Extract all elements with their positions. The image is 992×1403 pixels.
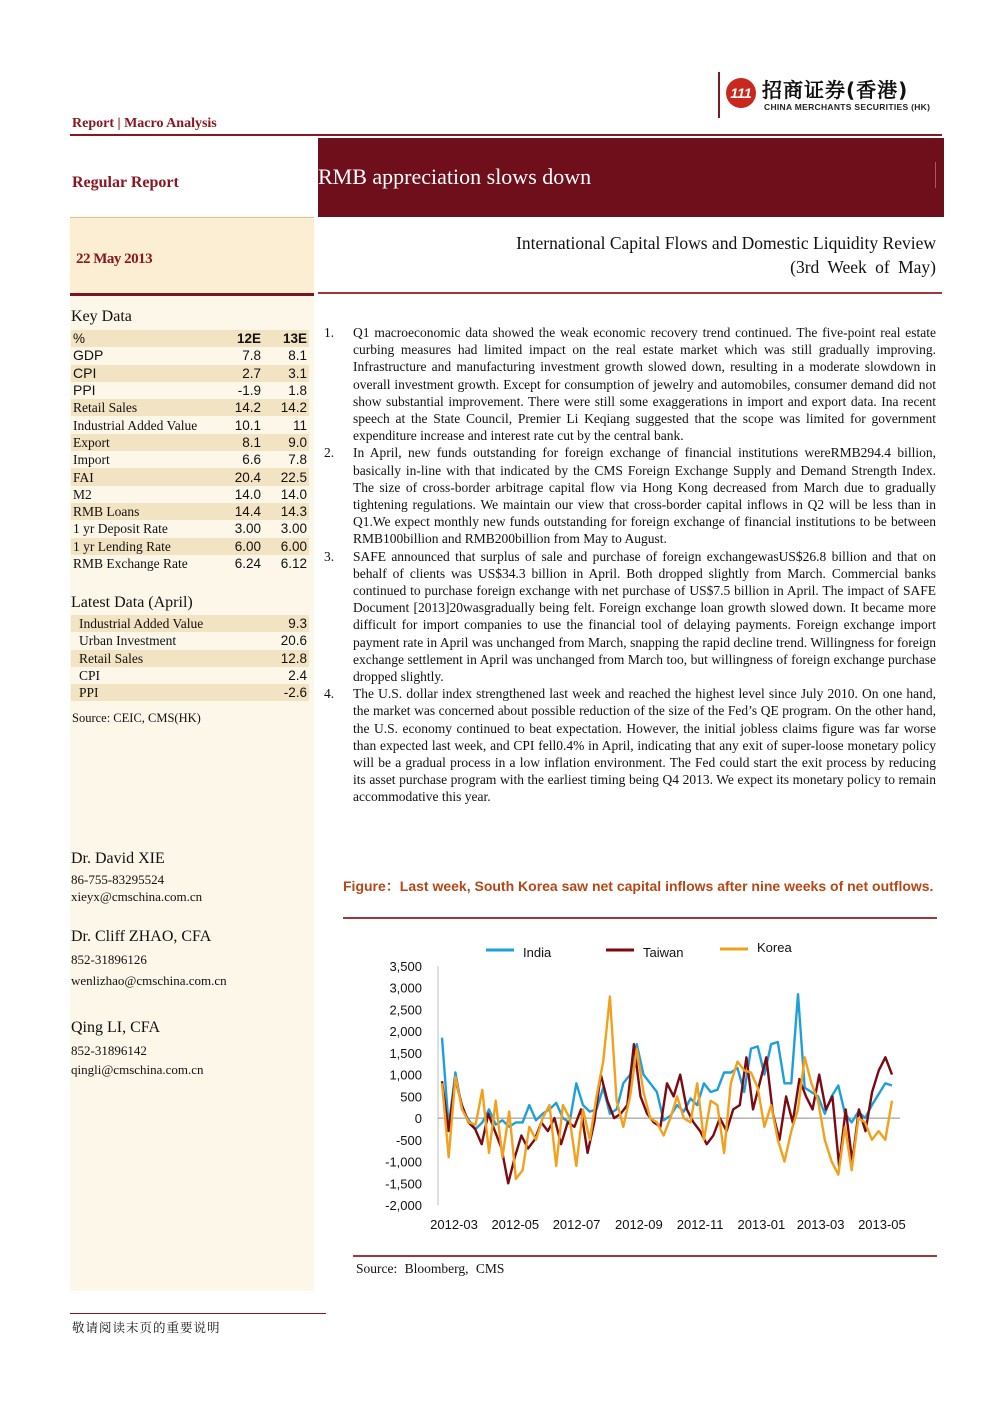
figure-bottom-rule (353, 1255, 937, 1257)
footer-rule (70, 1313, 326, 1314)
latest-data-table (71, 615, 309, 701)
value-13e: 6.12 (263, 555, 309, 572)
table-row (71, 650, 309, 667)
capital-flow-chart (360, 930, 940, 1250)
table-row (71, 451, 309, 468)
item-text: In April, new funds outstanding for foreign exchange of financial institutions wereRMB294.4 billion, basically in-line with that indicated by the CMS Foreign Exchange Supply and Demand Strength Index. The size of cross-border arbitrage capital flow via Hong Kong decreased from March due to gradually tightening regulations. We maintain our view that cross-border capital inflows in Q2 will be less than in Q1.We expect monthly new funds outstanding for foreign exchange of financial institutions to be between RMB100billion and RMB200billion from May to August. (353, 445, 936, 547)
list-item (324, 324, 936, 444)
analyst-email[interactable]: xieyx@cmschina.com.cn (71, 889, 203, 904)
figure-caption: Figure：Last week, South Korea saw net capital inflows after nine weeks of net outflows. (343, 878, 934, 894)
row-value: 9.3 (249, 615, 309, 632)
row-label: Retail Sales (71, 399, 215, 416)
legend-label: India (523, 945, 552, 960)
logo-chinese-name: 招商证券(香港) (762, 78, 909, 102)
footer-note: 敬请阅读末页的重要说明 (72, 1320, 221, 1335)
table-header-cell: 12E (215, 330, 263, 347)
y-tick-label: 3,000 (389, 980, 422, 996)
row-label: PPI (71, 684, 249, 701)
row-label: RMB Exchange Rate (71, 555, 215, 572)
table-row (71, 365, 309, 382)
table-row (71, 555, 309, 572)
value-12e: 7.8 (215, 347, 263, 364)
page-title: RMB appreciation slows down (318, 164, 592, 189)
body-list (324, 324, 936, 806)
value-12e: 6.24 (215, 555, 263, 572)
date-divider (70, 293, 314, 296)
chart-legend (486, 940, 792, 960)
report-date: 22 May 2013 (76, 251, 153, 267)
key-data-title: Key Data (71, 308, 132, 325)
table-row (71, 434, 309, 451)
x-tick-label: 2012-11 (676, 1217, 724, 1232)
table-row (71, 416, 309, 433)
table-row (71, 615, 309, 632)
value-13e: 7.8 (263, 451, 309, 468)
item-number: 1. (324, 325, 335, 340)
y-tick-label: -500 (395, 1132, 422, 1148)
value-13e: 9.0 (263, 434, 309, 451)
x-tick-label: 2012-05 (491, 1217, 540, 1232)
row-label: FAI (71, 468, 215, 485)
value-12e: 20.4 (215, 468, 263, 485)
row-value: -2.6 (249, 684, 309, 701)
analyst-name: Dr. Cliff ZHAO, CFA (71, 928, 212, 945)
y-tick-label: 1,500 (389, 1045, 422, 1061)
logo-bar (718, 72, 720, 118)
title-separator (935, 162, 936, 188)
value-12e: 3.00 (215, 520, 263, 537)
table-row (71, 684, 309, 701)
logo-badge-icon: 111 (726, 78, 756, 108)
y-tick-label: 500 (400, 1089, 422, 1105)
x-tick-label: 2012-09 (614, 1217, 663, 1232)
x-tick-label: 2013-03 (796, 1217, 845, 1232)
item-number: 2. (324, 445, 335, 461)
y-tick-label: -2,000 (385, 1198, 422, 1213)
table-row (71, 632, 309, 649)
table-row (71, 503, 309, 520)
value-13e: 1.8 (263, 382, 309, 399)
list-item (324, 548, 936, 686)
x-tick-label: 2013-05 (858, 1217, 906, 1232)
value-12e: 8.1 (215, 434, 263, 451)
row-value: 12.8 (249, 650, 309, 667)
list-item (324, 444, 936, 547)
subtitle-line1: International Capital Flows and Domestic Liquidity Review (516, 233, 936, 253)
table-header-row (71, 330, 309, 347)
x-axis (430, 1217, 906, 1232)
table-row (71, 486, 309, 503)
row-label: Retail Sales (71, 650, 249, 667)
table-row (71, 520, 309, 537)
report-type: Report | Macro Analysis (72, 116, 217, 131)
row-label: Import (71, 451, 215, 468)
row-label: CPI (71, 365, 215, 382)
row-label: Export (71, 434, 215, 451)
value-12e: 14.2 (215, 399, 263, 416)
table-row (71, 667, 309, 684)
value-12e: 6.6 (215, 451, 263, 468)
table-header-cell: 13E (263, 330, 309, 347)
latest-data-title: Latest Data (April) (71, 594, 193, 611)
value-13e: 11 (263, 416, 309, 433)
row-label: M2 (71, 486, 215, 503)
logo-english-name: CHINA MERCHANTS SECURITIES (HK) (764, 102, 931, 112)
legend-label: Korea (757, 940, 792, 955)
item-text: SAFE announced that surplus of sale and purchase of foreign exchangewasUS$26.8 billion and that on behalf of clients was US$34.3 billion in April. Both dropped slightly from March. Commercial banks continued to purchase foreign exchange with net purchase of US$7.5 billion in April. The impact of SAFE Document [2013]20wasgradually being felt. Foreign exchange loan growth slowed down. It became more difficult for import companies to use the financial tool of delaying payments. Foreign exchange import payment rate in April was unchanged from March, snapping the rapid decline trend. Willingness for foreign exchange settlement in April was unchanged from March too, but willingness of foreign exchange purchase dropped slightly. (353, 548, 936, 685)
key-data-table (71, 330, 309, 572)
x-tick-label: 2012-07 (552, 1217, 601, 1232)
value-12e: 2.7 (215, 365, 263, 382)
y-tick-label: -1,000 (385, 1154, 422, 1170)
table-row (71, 347, 309, 364)
row-label: RMB Loans (71, 503, 215, 520)
table-row (71, 538, 309, 555)
value-13e: 22.5 (263, 468, 309, 485)
y-tick-label: 2,500 (389, 1002, 422, 1018)
value-12e: 14.4 (215, 503, 263, 520)
company-logo (718, 72, 948, 118)
chart-lines (442, 994, 892, 1183)
header-divider (70, 134, 942, 136)
subtitle-line2: (3rd Week of May) (790, 257, 936, 277)
value-13e: 8.1 (263, 347, 309, 364)
y-tick-label: 2,000 (389, 1024, 422, 1040)
analyst-phone: 852-31896142 (71, 1043, 147, 1058)
value-13e: 14.0 (263, 486, 309, 503)
value-13e: 14.2 (263, 399, 309, 416)
analyst-phone: 86-755-83295524 (71, 872, 165, 887)
table-header-cell: % (71, 330, 215, 347)
analyst-name: Qing LI, CFA (71, 1019, 161, 1036)
row-label: GDP (71, 347, 215, 364)
row-label: Urban Investment (71, 632, 249, 649)
subtitle-divider (318, 292, 942, 294)
y-tick-label: -1,500 (385, 1176, 422, 1192)
row-label: 1 yr Deposit Rate (71, 520, 215, 537)
value-12e: -1.9 (215, 382, 263, 399)
figure-source: Source: Bloomberg, CMS (356, 1261, 505, 1276)
row-value: 2.4 (249, 667, 309, 684)
value-13e: 3.1 (263, 365, 309, 382)
y-tick-label: 0 (414, 1111, 422, 1127)
y-tick-label: 1,000 (389, 1067, 422, 1083)
value-12e: 14.0 (215, 486, 263, 503)
title-banner (318, 138, 944, 217)
analyst-email[interactable]: wenlizhao@cmschina.com.cn (71, 973, 227, 988)
legend-label: Taiwan (643, 945, 684, 960)
value-13e: 6.00 (263, 538, 309, 555)
y-tick-label: 3,500 (389, 959, 422, 974)
item-number: 3. (324, 548, 335, 564)
row-value: 20.6 (249, 632, 309, 649)
analyst-phone: 852-31896126 (71, 952, 147, 967)
value-12e: 10.1 (215, 416, 263, 433)
x-tick-label: 2012-03 (430, 1217, 478, 1232)
item-text: The U.S. dollar index strengthened last week and reached the highest level since July 2010. On one hand, the market was concerned about possible reduction of the size of the Fed’s QE program. On the other hand, the U.S. economy continued to beat expectation. However, the initial jobless claims figure was far worse than expected last week, and CPI fell0.4% in April, indicating that any exit of super-loose monetary policy will be a gradual process in a low inflation environment. The Fed could start the exit process by reducing its asset purchase program with the earliest timing being Q4 2013. We expect its monetary policy to remain accommodative this year. (353, 686, 936, 805)
row-label: Industrial Added Value (71, 615, 249, 632)
x-tick-label: 2013-01 (737, 1217, 786, 1232)
table-row (71, 382, 309, 399)
row-label: CPI (71, 667, 249, 684)
key-data-source: Source: CEIC, CMS(HK) (72, 711, 201, 725)
analyst-name: Dr. David XIE (71, 850, 165, 867)
figure-top-rule (343, 917, 937, 919)
item-number: 4. (324, 686, 335, 702)
table-row (71, 399, 309, 416)
item-text: Q1 macroeconomic data showed the weak economic recovery trend continued. The five-point real estate curbing measures had limited impact on the real estate market which was still gradually improving. Infrastructure and manufacturing investment growth slowed down, resulting in a moderate slowdown in overall investment growth. Except for consumption of jewelry and automobiles, consumer demand did not show substantial improvement. There were still some exaggerations in import and export data. Ina recent speech at the State Council, Premier Li Keqiang suggested that the scope was limited for government expenditure increase and interest rate cut by the central bank. (353, 325, 936, 444)
row-label: 1 yr Lending Rate (71, 538, 215, 555)
row-label: Industrial Added Value (71, 416, 215, 433)
value-13e: 3.00 (263, 520, 309, 537)
table-row (71, 468, 309, 485)
list-item (324, 685, 936, 805)
regular-report-label: Regular Report (72, 174, 179, 191)
value-12e: 6.00 (215, 538, 263, 555)
analyst-email[interactable]: qingli@cmschina.com.cn (71, 1062, 204, 1077)
value-13e: 14.3 (263, 503, 309, 520)
row-label: PPI (71, 382, 215, 399)
